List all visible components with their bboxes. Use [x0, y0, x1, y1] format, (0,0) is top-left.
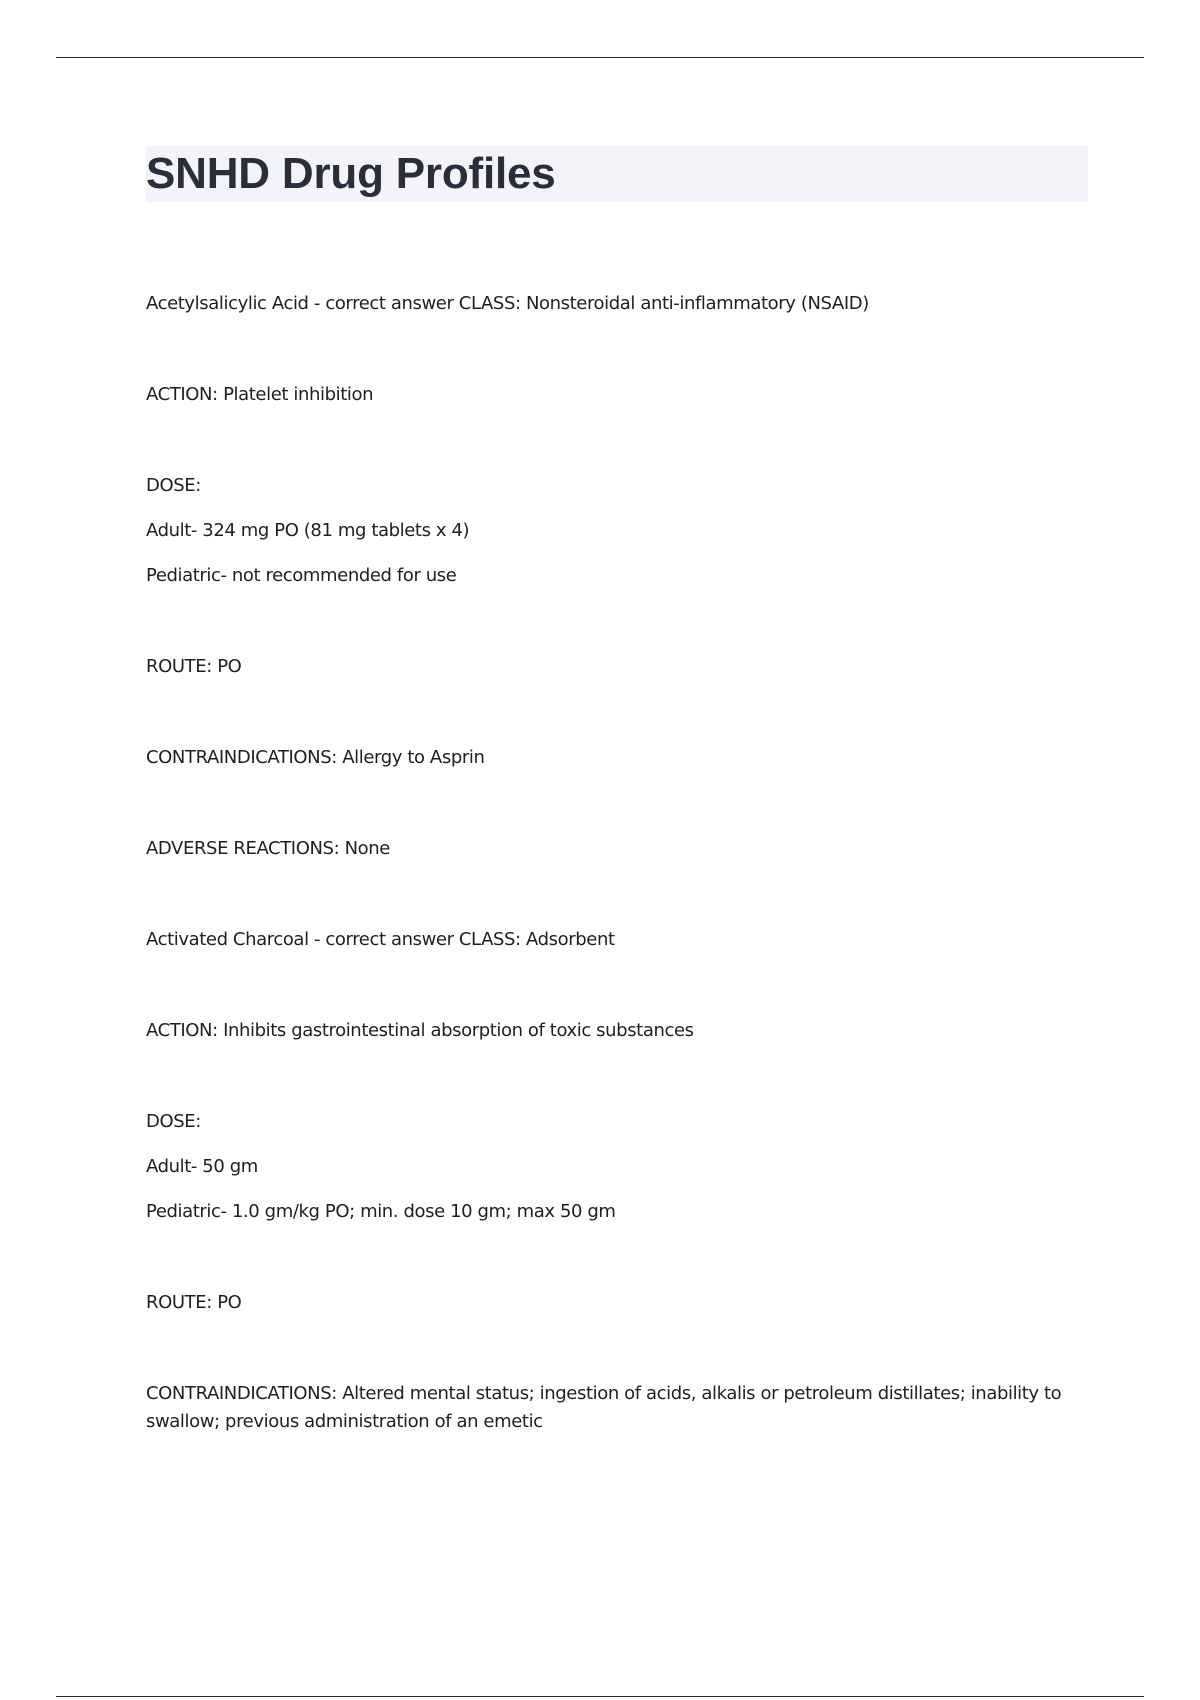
drug-entry-line: ACTION: Inhibits gastrointestinal absorption of toxic substances [146, 1020, 694, 1041]
footer-rule [56, 1696, 1144, 1697]
drug-entry-line: CONTRAINDICATIONS: Allergy to Asprin [146, 747, 485, 768]
drug-entry-line: Activated Charcoal - correct answer CLASS: Adsorbent [146, 929, 615, 950]
document-body [146, 290, 1096, 1436]
drug-entry-line: Pediatric- not recommended for use [146, 565, 457, 586]
drug-entry-line: Adult- 50 gm [146, 1156, 258, 1177]
drug-entry-line: DOSE: [146, 1111, 201, 1132]
drug-entry-line: ROUTE: PO [146, 656, 242, 677]
drug-entry-line: Acetylsalicylic Acid - correct answer CLASS: Nonsteroidal anti-inflammatory (NSAID) [146, 293, 869, 314]
drug-entry-line: ADVERSE REACTIONS: None [146, 838, 390, 859]
drug-entry-line: DOSE: [146, 475, 201, 496]
drug-entry-line: CONTRAINDICATIONS: Altered mental status; ingestion of acids, alkalis or petroleum distillates; inability to swallow; previous administration of an emetic [146, 1383, 1062, 1432]
page-title: SNHD Drug Profiles [146, 149, 556, 198]
header-rule [56, 57, 1144, 58]
drug-entry-line: Adult- 324 mg PO (81 mg tablets x 4) [146, 520, 470, 541]
drug-entry-line: Pediatric- 1.0 gm/kg PO; min. dose 10 gm; max 50 gm [146, 1201, 616, 1222]
drug-entry-line: ACTION: Platelet inhibition [146, 384, 374, 405]
drug-entry-line: ROUTE: PO [146, 1292, 242, 1313]
